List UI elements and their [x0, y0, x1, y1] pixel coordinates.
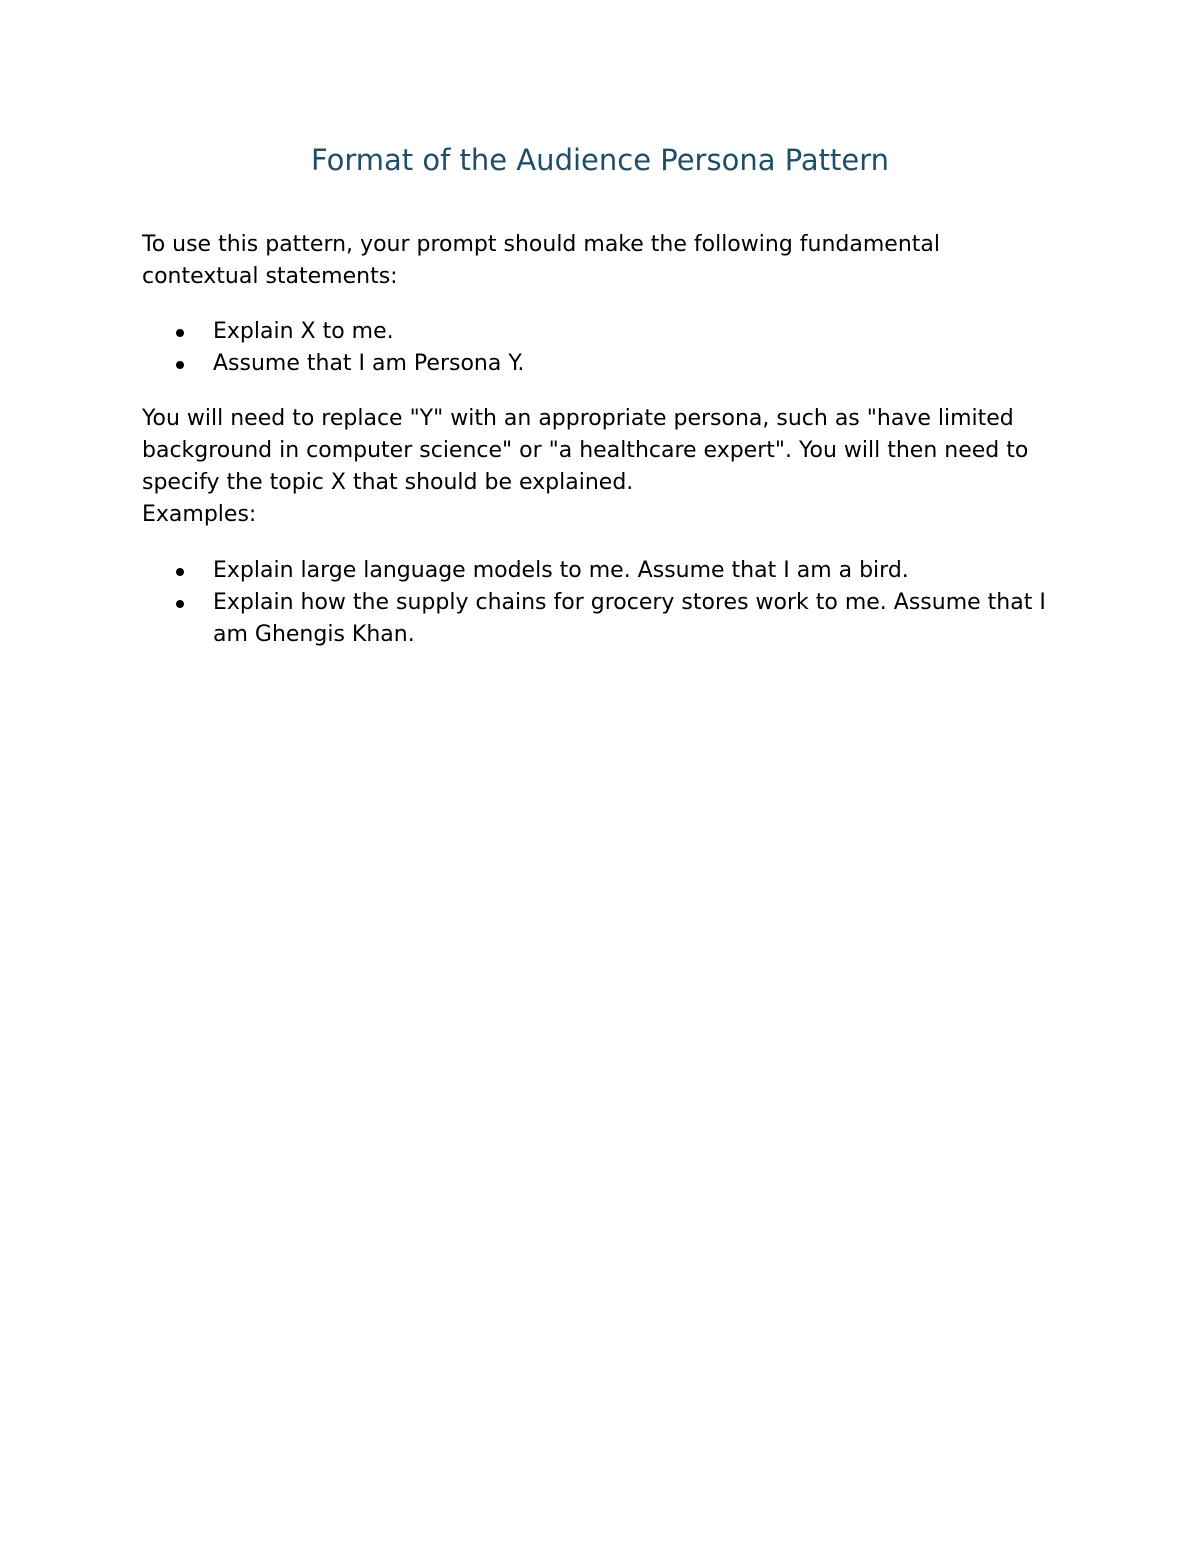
list-item: Explain how the supply chains for grocery stores work to me. Assume that I am Ghengis Khan. [142, 587, 1052, 651]
statements-list [142, 316, 1052, 380]
intro-paragraph: To use this pattern, your prompt should make the following fundamental contextual statements: [142, 232, 940, 289]
examples-label: Examples: [142, 502, 257, 527]
document-body [142, 229, 1052, 651]
explanation-paragraph: You will need to replace "Y" with an appropriate persona, such as "have limited background in computer science" or "a healthcare expert". You will then need to specify the topic X that should be explained. [142, 406, 1029, 495]
list-item: Explain X to me. [142, 316, 1052, 348]
examples-list [142, 555, 1052, 651]
page-title: Format of the Audience Persona Pattern [310, 143, 890, 177]
list-item: Assume that I am Persona Y. [142, 348, 1052, 380]
list-item: Explain large language models to me. Assume that I am a bird. [142, 555, 1052, 587]
